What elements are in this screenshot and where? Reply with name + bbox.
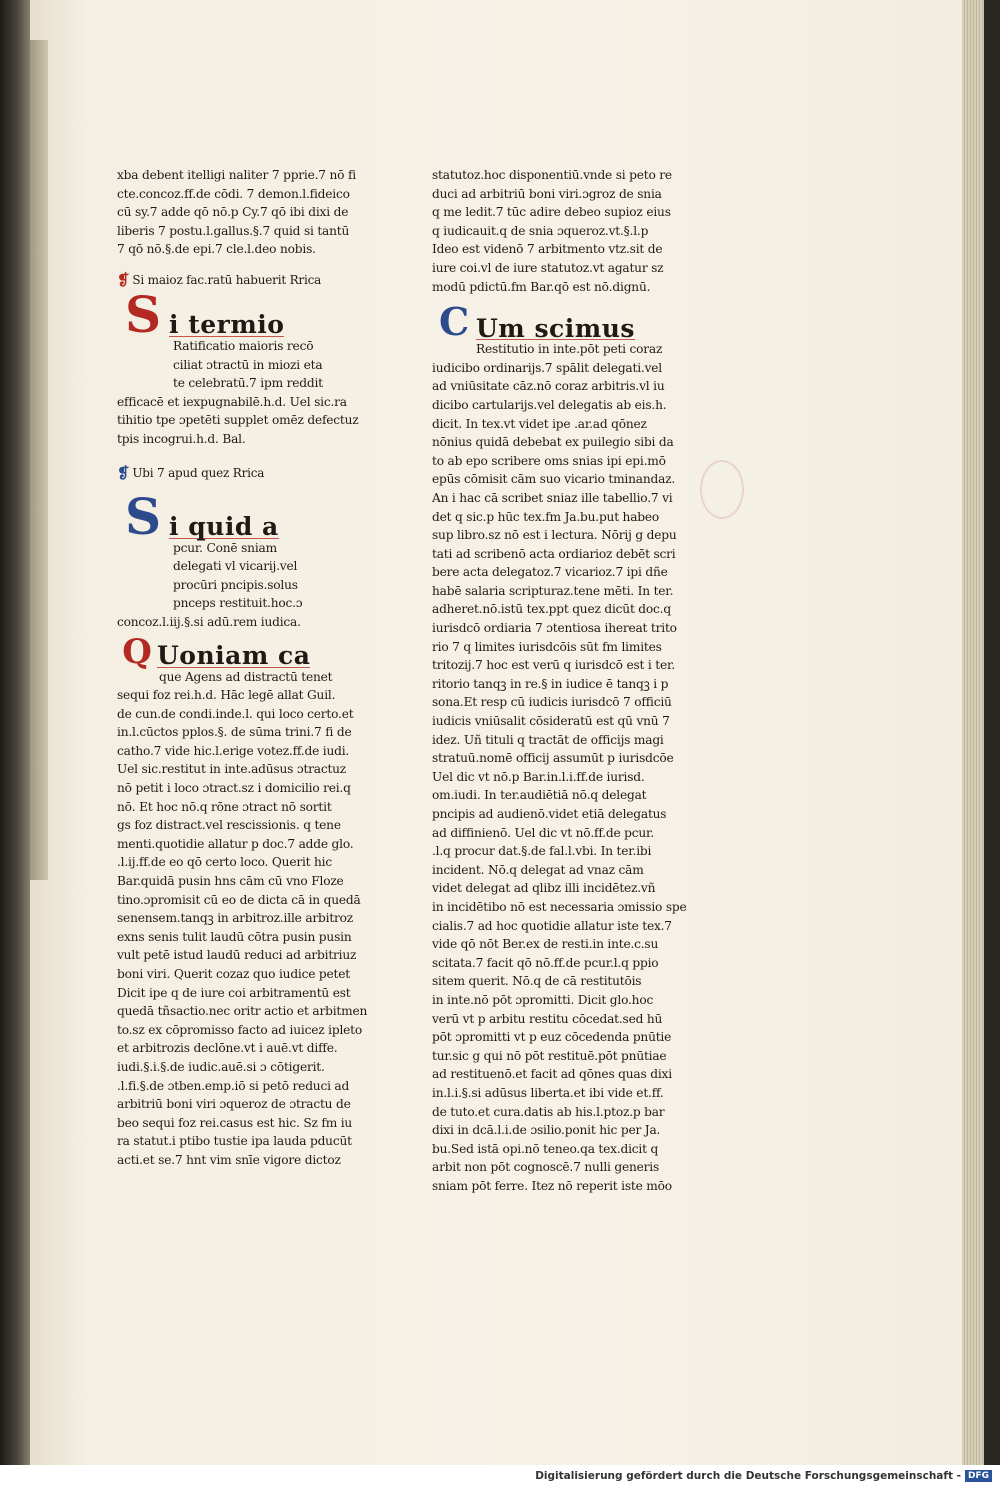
section-heading (117, 486, 379, 546)
text-line: stratuū.nomē officij assumūt p iurisdcōe (432, 751, 674, 766)
text-line: pcur. Conē sniam (173, 540, 277, 555)
col2-section1 (432, 340, 706, 1195)
text-line: .l.ij.ff.de eo qō certo loco. Querit hic (117, 855, 333, 870)
col1-section2 (117, 539, 379, 632)
dfg-logo: DFG (965, 1470, 992, 1482)
text-line: om.iudi. In ter.audiētiā nō.q delegat (432, 788, 647, 803)
text-line: incident. Nō.q delegat ad vnaz cām (432, 862, 644, 877)
text-line: ciliat ɔtractū in miozi eta (173, 357, 323, 372)
text-line: pncipis ad audienō.videt etiā delegatus (432, 807, 667, 821)
text-line: q iudicauit.q de snia ɔqueroz.vt.§.l.p (432, 223, 649, 238)
text-line: rio 7 q limites iurisdcōis sūt fm limites (432, 639, 662, 654)
text-line: tritozij.7 hoc est verū q iurisdcō est i ter. (432, 658, 675, 673)
text-line: dicibo cartularijs.vel delegatis ab eis.h. (432, 397, 667, 412)
col1-section1 (117, 337, 379, 449)
text-line: delegati vl vicarij.vel (173, 559, 298, 574)
text-line: to.sz ex cōpromisso facto ad iuicez ipleto (117, 1022, 362, 1037)
text-line: beo sequi foz rei.casus est hic. Sz fm iu (117, 1115, 353, 1130)
right-column (432, 166, 706, 1195)
text-line: tino.ɔpromisit cū eo de dicta cā in quedā (117, 892, 361, 907)
text-line: de tuto.et cura.datis ab his.l.ptoz.p bar (432, 1104, 665, 1119)
text-line: et arbitrozis declōne.vt i auē.vt diffe. (117, 1041, 338, 1056)
heading-word: i termio (169, 310, 285, 340)
text-line: Ideo est videnō 7 arbitmento vtz.sit de (432, 242, 663, 257)
text-line: tati ad scribenō acta ordiarioz debēt scri (432, 546, 676, 561)
decorated-initial: C (438, 299, 470, 345)
section-heading (432, 299, 706, 345)
text-line: liberis 7 postu.l.gallus.§.7 quid si tantū (117, 223, 350, 238)
page-fore-edge (962, 0, 982, 1465)
text-line: sniam pōt ferre. Itez nō reperit iste mōo (432, 1178, 672, 1193)
text-line: arbit non pōt cognoscē.7 nulli generis (432, 1160, 660, 1175)
text-line: iudi.§.i.§.de iudic.auē.si ɔ cōtigerit. (117, 1059, 325, 1074)
text-line: videt delegat ad qlibz illi incidētez.vñ (432, 881, 656, 896)
text-line: senensem.tanqꝫ in arbitroz.ille arbitroz (117, 911, 354, 926)
text-line: q me ledit.7 tūc adire debeo supioz eius (432, 205, 671, 220)
text-line: dicit. In tex.vt videt ipe .ar.ad qōnez (432, 416, 647, 431)
text-line: te celebratū.7 ipm reddit (173, 376, 323, 391)
text-line: acti.et se.7 hnt vim snīe vigore dictoz (117, 1152, 341, 1167)
rubric-heading (117, 463, 379, 485)
text-line: xba debent itelligi naliter 7 pprie.7 nō fi (117, 168, 357, 182)
text-line: quedā tñsactio.nec oritr actio et arbitmen (117, 1004, 368, 1019)
text-line: menti.quotidie allatur p doc.7 adde glo. (117, 836, 354, 851)
text-line: habē salaria scripturaz.tene mēti. In ter. (432, 583, 674, 598)
text-line: iudicis vniūsalit cōsideratū est qū vnū 7 (432, 714, 670, 729)
text-line: Uel dic vt nō.p Bar.in.l.i.ff.de iurisd. (432, 769, 645, 784)
text-line: det q sic.p hūc tex.fm Ja.bu.put habeo (432, 509, 660, 524)
section-heading (117, 284, 379, 344)
text-line: in.l.i.§.si adūsus liberta.et ibi vide et.ff. (432, 1085, 664, 1100)
digitization-footer (0, 1465, 1000, 1487)
text-line: efficacē et iexpugnabilē.h.d. Uel sic.ra (117, 394, 347, 409)
text-line: Uel sic.restitut in inte.adūsus ɔtractuz (117, 762, 347, 777)
text-line: vult petē istud laudū reduci ad arbitriuz (117, 948, 357, 963)
facing-page-edge (30, 40, 48, 880)
text-line: que Agens ad distractū tenet (159, 669, 333, 684)
text-line: tpis incogrui.h.d. Bal. (117, 431, 246, 446)
text-line: epūs cōmisit cām suo vicario tminandaz. (432, 472, 676, 487)
text-line: Bar.quidā pusin hns cām cū vno Floze (117, 874, 344, 889)
text-line: nō petit i loco ɔtract.sz i domicilio rei.q (117, 781, 351, 796)
text-line: catho.7 vide hic.l.erige votez.ff.de iudi. (117, 743, 350, 758)
text-line: bu.Sed istā opi.nō teneo.qa tex.dicit q (432, 1141, 659, 1156)
text-line: iure coi.vl de iure statutoz.vt agatur sz (432, 260, 664, 275)
text-line: 7 qō nō.§.de epi.7 cle.l.deo nobis. (117, 242, 316, 257)
text-line: An i hac cā scribet sniaz ille tabellio.7 vi (432, 490, 673, 505)
text-line: bere acta delegatoz.7 vicarioz.7 ipi dñe (432, 565, 668, 580)
text-line: iudicibo ordinarijs.7 spālit delegati.vel (432, 360, 662, 375)
rubric-text: Si maioz fac.ratū habuerit Rrica (132, 272, 322, 287)
text-line: in inte.nō pōt ɔpromitti. Dicit glo.hoc (432, 992, 654, 1007)
text-line: Dicit ipe q de iure coi arbitramentū est (117, 985, 351, 1000)
col2-intro (432, 166, 706, 296)
text-line: concoz.l.iij.§.si adū.rem iudica. (117, 614, 301, 629)
text-line: vide qō nōt Ber.ex de resti.in inte.c.su (432, 937, 659, 952)
col1-intro (117, 166, 379, 259)
text-line: de cun.de condi.inde.l. qui loco certo.et (117, 706, 354, 721)
text-line: boni viri. Querit cozaz quo iudice petet (117, 967, 350, 981)
text-line: modū pdictū.fm Bar.qō est nō.dignū. (432, 279, 651, 294)
text-line: tihitio tpe ɔpetēti supplet omēz defectuz (117, 413, 359, 428)
text-line: in.l.cūctos pplos.§. de sūma trini.7 fi de (117, 725, 352, 740)
text-line: arbitriū boni viri ɔqueroz de ɔtractu de (117, 1097, 351, 1112)
text-line: cialis.7 ad hoc quotidie allatur iste tex.7 (432, 918, 672, 933)
section-heading (117, 631, 379, 672)
footer-text: Digitalisierung gefördert durch die Deutsche Forschungsgemeinschaft - (535, 1470, 961, 1482)
text-line: adheret.nō.istū tex.ppt quez dicūt doc.q (432, 602, 671, 617)
text-line: sona.Et resp cū iudicis iurisdcō 7 officiū (432, 695, 672, 710)
text-line: cte.concoz.ff.de cōdi. 7 demon.l.fideico (117, 186, 350, 201)
text-line: ad restituenō.et facit ad qōnes quas dixi (432, 1067, 672, 1082)
text-line: sequi foz rei.h.d. Hāc legē allat Guil. (117, 688, 336, 703)
text-line: gs foz distract.vel rescissionis. q tene (117, 818, 341, 833)
rubric-text: Ubi 7 apud quez Rrica (132, 466, 265, 481)
text-line: idez. Uñ tituli q tractāt de officijs magi (432, 732, 664, 747)
text-line: nōnius quidā debebat ex puilegio sibi da (432, 435, 674, 450)
text-line: ritorio tanqꝫ in re.§ in iudice ē tanqꝫ i p (432, 676, 669, 691)
text-line: statutoz.hoc disponentiū.vnde si peto re (432, 168, 672, 182)
text-line: ra statut.i ptibo tustie ipa lauda pducūt (117, 1134, 352, 1149)
text-line: sup libro.sz nō est i lectura. Nōrij g depu (432, 528, 677, 543)
text-line: cū sy.7 adde qō nō.p Cy.7 qō ibi dixi de (117, 205, 349, 220)
text-line: in incidētibo nō est necessaria ɔmissio spe (432, 899, 687, 914)
text-line: tur.sic g qui nō pōt restituē.pōt pnūtiae (432, 1048, 667, 1063)
text-line: iurisdcō ordiaria 7 ɔtentiosa ihereat trito (432, 621, 677, 636)
text-line: Restitutio in inte.pōt peti coraz (476, 342, 663, 357)
text-line: pōt ɔpromitti vt p euz cōcedenda pnūtie (432, 1030, 672, 1045)
heading-word: Uoniam ca (157, 640, 311, 670)
col1-section3 (117, 668, 379, 1170)
decorated-initial: Q (122, 631, 152, 672)
text-line: scitata.7 facit qō nō.ff.de pcur.l.q ppio (432, 955, 659, 970)
text-line: pnceps restituit.hoc.ɔ (173, 596, 303, 611)
pilcrow-icon: ❡ (117, 270, 130, 289)
decorated-initial: S (125, 486, 161, 546)
left-column (117, 166, 379, 1170)
text-line: exns senis tulit laudū cōtra pusin pusin (117, 929, 352, 944)
text-line: ad diffinienō. Uel dic vt nō.ff.de pcur. (432, 825, 655, 840)
text-line: .l.q procur dat.§.de fal.l.vbi. In ter.ibi (432, 844, 652, 859)
heading-word: i quid a (169, 511, 279, 541)
text-line: Ratificatio maioris recō (173, 338, 314, 353)
heading-word: Um scimus (476, 313, 635, 343)
text-line: dixi in dcā.l.i.de ɔsilio.ponit hic per Ja. (432, 1123, 661, 1138)
text-line: verū vt p arbitu restitu cōcedat.sed hū (432, 1011, 663, 1026)
text-line: to ab epo scribere oms snias ipi epi.mō (432, 453, 666, 468)
text-line: duci ad arbitriū boni viri.ɔgroz de snia (432, 186, 662, 201)
text-line: nō. Et hoc nō.q rōne ɔtract nō sortit (117, 799, 332, 814)
text-line: ad vniūsitate cāz.nō coraz arbitris.vl iu (432, 379, 665, 394)
text-line: procūri pncipis.solus (173, 577, 298, 592)
text-line: sitem querit. Nō.q de cā restitutōis (432, 974, 642, 989)
page-stain (700, 460, 744, 519)
pilcrow-icon: ❡ (117, 464, 130, 483)
text-line: .l.fi.§.de ɔtben.emp.iō si petō reduci ad (117, 1078, 350, 1093)
decorated-initial: S (125, 284, 161, 344)
